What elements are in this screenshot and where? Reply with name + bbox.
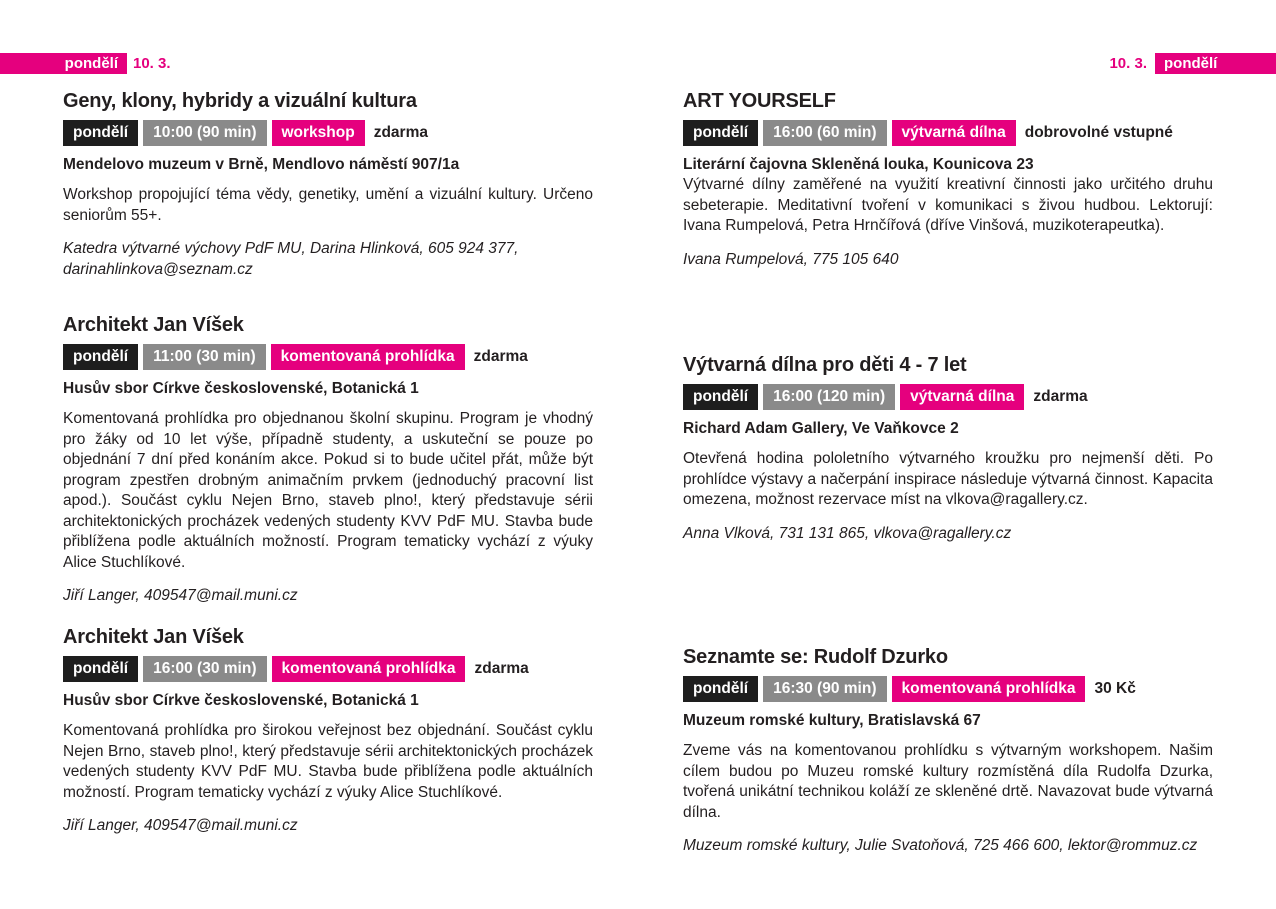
event-description: Výtvarné dílny zaměřené na využití kreativní činnosti jako určitého druhu sebeterapie. Meditativní tvoření v komunikaci s živou hudbou. Lektorují: Ivana Rumpelová, Petra Hrnčířová (dříve Vinšová, muzikoterapeutka). <box>683 176 1213 234</box>
event-tags <box>683 676 1213 702</box>
price-label: 30 Kč <box>1094 680 1136 697</box>
event-contact: Jiří Langer, 409547@mail.muni.cz <box>63 817 298 834</box>
day-tag: pondělí <box>683 676 758 702</box>
event-card-architekt-visek-16 <box>63 624 593 837</box>
venue-line: Richard Adam Gallery, Ve Vaňkovce 2 <box>683 420 959 437</box>
time-tag: 16:00 (60 min) <box>763 120 886 146</box>
event-tags <box>63 120 593 146</box>
day-banner-left-label: pondělí <box>64 55 118 72</box>
category-tag: komentovaná prohlídka <box>892 676 1086 702</box>
price-label: zdarma <box>473 348 528 365</box>
price-label: zdarma <box>474 660 529 677</box>
time-tag: 11:00 (30 min) <box>143 344 266 370</box>
venue-line: Mendelovo muzeum v Brně, Mendlovo náměstí 907/1a <box>63 156 460 173</box>
event-card-rudolf-dzurko <box>683 644 1213 857</box>
time-tag: 16:00 (120 min) <box>763 384 895 410</box>
category-tag: workshop <box>272 120 365 146</box>
time-tag: 16:00 (30 min) <box>143 656 266 682</box>
venue-line: Muzeum romské kultury, Bratislavská 67 <box>683 712 981 729</box>
day-tag: pondělí <box>63 344 138 370</box>
day-banner-right <box>1155 53 1276 74</box>
day-banner-right-label: pondělí <box>1164 55 1218 72</box>
event-title: Architekt Jan Víšek <box>63 314 244 336</box>
time-tag: 16:30 (90 min) <box>763 676 886 702</box>
event-description: Zveme vás na komentovanou prohlídku s výtvarným workshopem. Našim cílem budou po Muzeu romské kultury rozmístěná díla Rudolfa Dzurka, tvořená unikátní technikou koláží ze skleněné drtě. Navazovat bude výtvarná dílna. <box>683 742 1213 821</box>
day-banner-left <box>0 53 127 74</box>
category-tag: výtvarná dílna <box>900 384 1024 410</box>
event-description: Komentovaná prohlídka pro širokou veřejnost bez objednání. Součást cyklu Nejen Brno, staveb plno!, který představuje sérii architektonických procházek vedených studenty KVV PdF MU. Stavba bude přiblížena podle aktuálních možností. Program tematicky vychází z výuky Alice Stuchlíkové. <box>63 722 593 801</box>
time-tag: 10:00 (90 min) <box>143 120 266 146</box>
event-card-art-yourself <box>683 88 1213 270</box>
event-contact: Ivana Rumpelová, 775 105 640 <box>683 250 899 268</box>
date-label-right: 10. 3. <box>1109 55 1147 72</box>
event-title: Geny, klony, hybridy a vizuální kultura <box>63 90 417 112</box>
day-tag: pondělí <box>63 120 138 146</box>
price-label: zdarma <box>373 124 428 141</box>
event-tags <box>63 344 593 370</box>
price-label: dobrovolné vstupné <box>1024 124 1173 141</box>
category-tag: komentovaná prohlídka <box>271 344 465 370</box>
category-tag: komentovaná prohlídka <box>272 656 466 682</box>
category-tag: výtvarná dílna <box>892 120 1016 146</box>
event-title: Výtvarná dílna pro děti 4 - 7 let <box>683 354 967 376</box>
event-description: Otevřená hodina pololetního výtvarného kroužku pro nejmenší děti. Po prohlídce výstavy a načerpání inspirace následuje výtvarná činnost. Kapacita omezena, možnost rezervace míst na vlkova@ragallery.cz. <box>683 450 1213 508</box>
event-card-architekt-visek-11 <box>63 312 593 607</box>
day-tag: pondělí <box>683 384 758 410</box>
event-contact: Katedra výtvarné výchovy PdF MU, Darina Hlinková, 605 924 377, darinahlinkova@seznam.cz <box>63 240 519 278</box>
price-label: zdarma <box>1033 388 1088 405</box>
venue-line: Husův sbor Církve československé, Botanická 1 <box>63 380 419 397</box>
venue-line: Literární čajovna Skleněná louka, Kounicova 23 <box>683 156 1034 173</box>
event-title: Seznamte se: Rudolf Dzurko <box>683 646 948 668</box>
event-title: ART YOURSELF <box>683 90 836 112</box>
event-contact: Anna Vlková, 731 131 865, vlkova@ragallery.cz <box>683 524 1012 542</box>
venue-line: Husův sbor Církve československé, Botanická 1 <box>63 692 419 709</box>
event-card-vytvarna-dilna-deti <box>683 352 1213 544</box>
event-tags <box>683 384 1213 410</box>
event-description: Workshop propojující téma vědy, genetiky, umění a vizuální kultury. Určeno seniorům 55+. <box>63 186 593 224</box>
day-tag: pondělí <box>683 120 758 146</box>
event-tags <box>683 120 1213 146</box>
event-card-geny-klony <box>63 88 593 280</box>
event-contact: Muzeum romské kultury, Julie Svatoňová, 725 466 600, lektor@rommuz.cz <box>683 837 1198 854</box>
event-contact: Jiří Langer, 409547@mail.muni.cz <box>63 587 298 604</box>
event-description: Komentovaná prohlídka pro objednanou školní skupinu. Program je vhodný pro žáky od 10 let výše, případně studenty, a uskuteční se pouze po objednání 7 dní před konáním akce. Pokud si to bude učitel přát, může být program zpestřen drobným animačním prvkem (jednoduchý pracovní list apod.). Součást cyklu Nejen Brno, staveb plno!, který představuje sérii architektonických procházek vedených studenty KVV PdF MU. Stavba bude přiblížena podle aktuálních možností. Program tematicky vychází z výuky Alice Stuchlíkové. <box>63 410 593 571</box>
event-tags <box>63 656 593 682</box>
day-tag: pondělí <box>63 656 138 682</box>
event-title: Architekt Jan Víšek <box>63 626 244 648</box>
date-label-left: 10. 3. <box>133 55 171 72</box>
